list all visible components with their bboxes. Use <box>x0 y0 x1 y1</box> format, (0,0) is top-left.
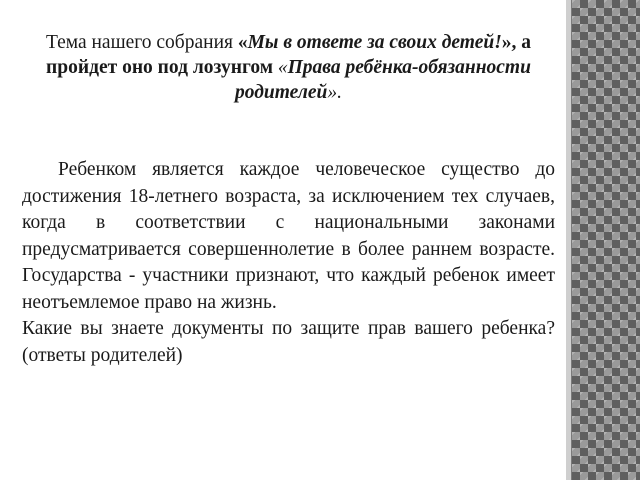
title-slogan: Права ребёнка-обязанности родителей <box>235 57 531 103</box>
title-text-lead: Тема нашего собрания <box>45 32 238 53</box>
title-meeting-theme: Мы в ответе за своих детей! <box>247 32 502 53</box>
slide-title <box>22 30 555 105</box>
title-quote-open-2: « <box>277 57 288 78</box>
slide-content <box>22 30 555 369</box>
body-text <box>22 157 555 369</box>
title-quote-close: ». <box>327 82 342 103</box>
body-question: Какие вы знаете документы по защите прав вашего ребенка? (ответы родителей) <box>22 318 555 366</box>
title-slogan-intro: », а пройдет оно под лозунгом <box>46 32 532 78</box>
title-quote-open: « <box>237 32 248 53</box>
body-paragraph: Ребенком является каждое человеческое существо до достижения 18-летнего возраста, за исключением тех случаев, когда в соответствии с национальными законами предусматривается совершеннолетие в более раннем возрасте. Государства - участники признают, что каждый ребенок имеет неотъемлемое право на жизнь. <box>22 159 555 313</box>
decorative-pattern-strip <box>571 0 640 480</box>
